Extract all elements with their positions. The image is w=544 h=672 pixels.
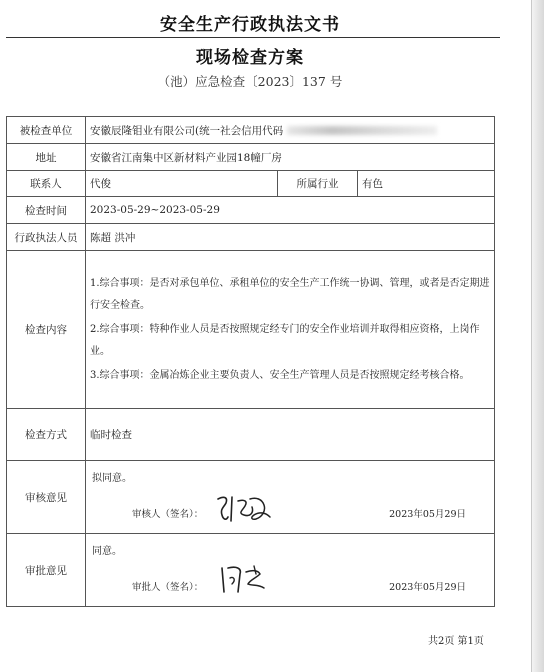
row-inspected-unit — [7, 117, 495, 144]
row-inspection-method — [7, 409, 495, 461]
value-approval — [86, 534, 495, 607]
reviewer-signature — [214, 491, 274, 525]
row-inspection-content — [7, 251, 495, 409]
content-item-3: 3.综合事项：金属冶炼企业主要负责人、安全生产管理人员是否按照规定经考核合格。 — [90, 369, 470, 381]
label-address: 地址 — [7, 144, 86, 171]
row-approval — [7, 534, 495, 607]
value-inspection-content — [86, 251, 495, 409]
value-inspection-time: 2023-05-29~2023-05-29 — [86, 197, 495, 224]
approval-signer-label: 审批人（签名）： — [132, 582, 204, 593]
approval-opinion: 同意。 — [92, 546, 122, 557]
inspected-unit-name: 安徽辰隆钼业有限公司(统一社会信用代码 — [90, 124, 284, 137]
value-inspected-unit — [86, 117, 495, 144]
page-indicator: 共2页 第1页 — [428, 636, 484, 647]
row-review — [7, 461, 495, 534]
content-item-2: 2.综合事项：特种作业人员是否按照规定经专门的安全作业培训并取得相应资格，上岗作业。 — [90, 323, 480, 357]
label-industry: 所属行业 — [278, 171, 358, 197]
value-officers: 陈超 洪冲 — [86, 224, 495, 251]
document-header-title: 安全生产行政执法文书 — [160, 15, 340, 35]
document-title: 现场检查方案 — [196, 48, 304, 68]
value-inspection-method: 临时检查 — [86, 409, 495, 461]
review-opinion: 拟同意。 — [92, 473, 132, 484]
value-address: 安徽省江南集中区新材料产业园18幢厂房 — [86, 144, 495, 171]
row-address — [7, 144, 495, 171]
label-inspection-content: 检查内容 — [7, 251, 86, 409]
label-contact: 联系人 — [7, 171, 86, 197]
page-edge-shade — [532, 0, 544, 672]
label-inspected-unit: 被检查单位 — [7, 117, 86, 144]
value-review — [86, 461, 495, 534]
label-officers: 行政执法人员 — [7, 224, 86, 251]
document-number: （池）应急检查〔2023〕137 号 — [157, 74, 343, 89]
label-inspection-time: 检查时间 — [7, 197, 86, 224]
row-contact — [7, 171, 495, 197]
inspection-plan-table — [6, 116, 495, 607]
review-signer-label: 审核人（签名）： — [132, 509, 204, 520]
label-review: 审核意见 — [7, 461, 86, 534]
approval-date: 2023年05月29日 — [389, 582, 466, 593]
approver-signature — [216, 562, 272, 596]
label-inspection-method: 检查方式 — [7, 409, 86, 461]
value-industry: 有色 — [358, 171, 495, 197]
row-inspection-time — [7, 197, 495, 224]
review-date: 2023年05月29日 — [389, 509, 466, 520]
value-contact: 代俊 — [86, 171, 278, 197]
label-approval: 审批意见 — [7, 534, 86, 607]
redacted-credit-code — [287, 126, 437, 135]
content-item-1: 1.综合事项：是否对承包单位、承租单位的安全生产工作统一协调、管理，或者是否定期进行安全检查。 — [90, 277, 490, 311]
header-divider — [6, 37, 500, 38]
row-officers — [7, 224, 495, 251]
